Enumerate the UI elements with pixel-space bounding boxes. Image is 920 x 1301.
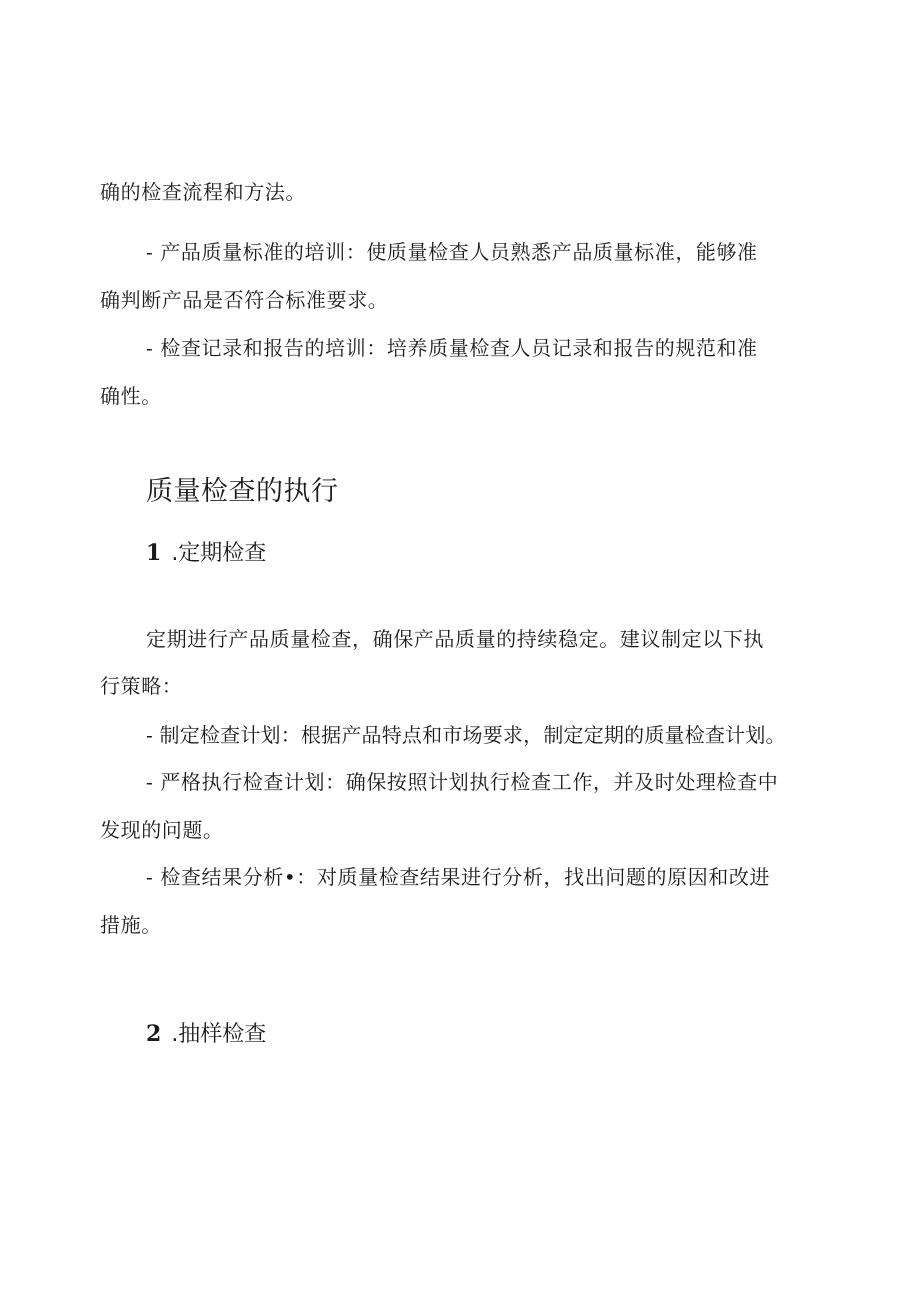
bullet-result-analysis: - 检查结果分析•：对质量检查结果进行分析，找出问题的原因和改进 [146, 865, 771, 889]
paragraph-line: 确判断产品是否符合标准要求。 [100, 288, 389, 312]
paragraph-line: 确性。 [100, 384, 162, 408]
paragraph-line: 发现的问题。 [100, 818, 224, 842]
paragraph-line: 定期进行产品质量检查，确保产品质量的持续稳定。建议制定以下执 [146, 627, 764, 651]
bullet-execute-plan: - 严格执行检查计划：确保按照计划执行检查工作，并及时处理检查中 [146, 770, 779, 794]
subsection-heading-1 [146, 538, 266, 569]
bullet-make-plan: - 制定检查计划：根据产品特点和市场要求，制定定期的质量检查计划。 [146, 723, 786, 747]
subsection-title: .定期检查 [171, 541, 267, 566]
bullet-quality-standard-training: - 产品质量标准的培训：使质量检查人员熟悉产品质量标准，能够准 [146, 240, 758, 264]
paragraph-line: 行策略： [100, 674, 183, 698]
subsection-number: 1 [146, 540, 162, 566]
bullet-record-report-training: - 检查记录和报告的培训：培养质量检查人员记录和报告的规范和准 [146, 336, 758, 360]
subsection-number: 2 [146, 1021, 162, 1047]
paragraph-line: 确的检查流程和方法。 [100, 180, 306, 204]
subsection-title: .抽样检查 [171, 1022, 267, 1047]
subsection-heading-2 [146, 1019, 266, 1050]
section-heading: 质量检查的执行 [146, 476, 339, 507]
paragraph-line: 措施。 [100, 913, 162, 937]
